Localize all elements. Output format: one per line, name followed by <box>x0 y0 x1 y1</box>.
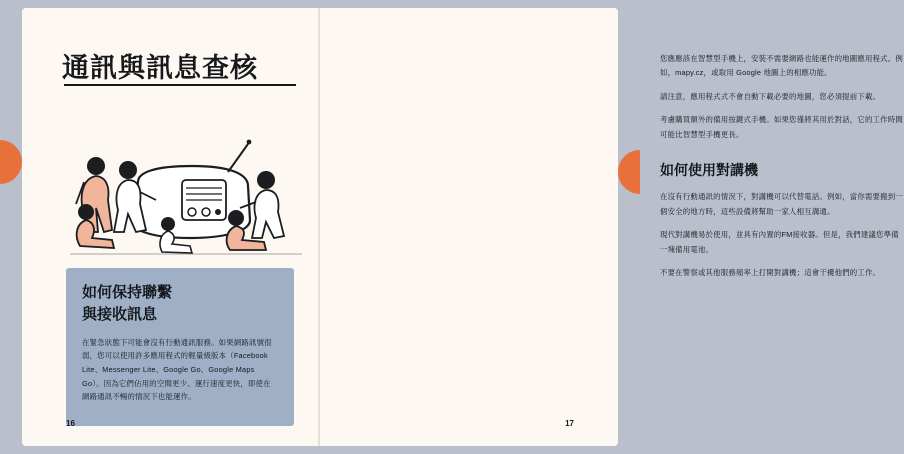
callout-heading <box>82 282 278 326</box>
people-around-radio-illustration <box>52 120 320 270</box>
paragraph: 在沒有行動通訊的情況下，對講機可以代替電話。例如，當你需要搬到一個安全的地方時，這些設備將幫助一家人相互溝通。 <box>660 192 903 216</box>
page-number-left: 16 <box>66 419 75 428</box>
callout-body: 在緊急狀態下可能會沒有行動通訊服務。如果網路訊號很弱，您可以使用許多應用程式的輕量級版本（Facebook Lite、Messenger Lite、Google Go、Google Maps Go）。因為它們佔用的空間更少、運行速度更快，即使在網路通訊不暢的情況下也能運作。 <box>82 337 272 402</box>
paragraph: 請注意，應用程式式不會自動下載必要的地圖，您必須提前下載。 <box>660 91 881 101</box>
decorative-orange-shape-right <box>618 150 640 194</box>
paragraph: 不要在警察或其他服務頻率上打開對講機；這會干擾他們的工作。 <box>660 267 881 277</box>
right-page <box>320 8 903 446</box>
section-heading: 如何使用對講機 <box>660 162 758 179</box>
right-text-column <box>660 52 904 289</box>
paragraph: 現代對講機易於使用，並具有內置的FM接收器。但是，我們建議您準備一塊備用電池。 <box>660 230 899 254</box>
decorative-orange-shape-left <box>0 140 22 184</box>
title-underline <box>64 84 296 86</box>
paragraph: 考慮購買額外的備用按鍵式手機。如果您僅將其用於對話，它的工作時間可能比智慧型手機更長。 <box>660 115 903 139</box>
callout-heading-line1: 如何保持聯繫 <box>82 284 173 301</box>
callout-box <box>66 268 294 426</box>
page-number-right: 17 <box>565 419 574 428</box>
left-page <box>22 8 318 446</box>
paragraph: 您應應該在智慧型手機上，安裝不需要網路也能運作的地圖應用程式。例如，mapy.cz，或取用 Google 地圖上的相應功能。 <box>660 54 903 78</box>
callout-heading-line2: 與接收訊息 <box>82 305 158 323</box>
page-title: 通訊與訊息查核 <box>62 53 258 83</box>
page-gutter <box>318 8 320 446</box>
